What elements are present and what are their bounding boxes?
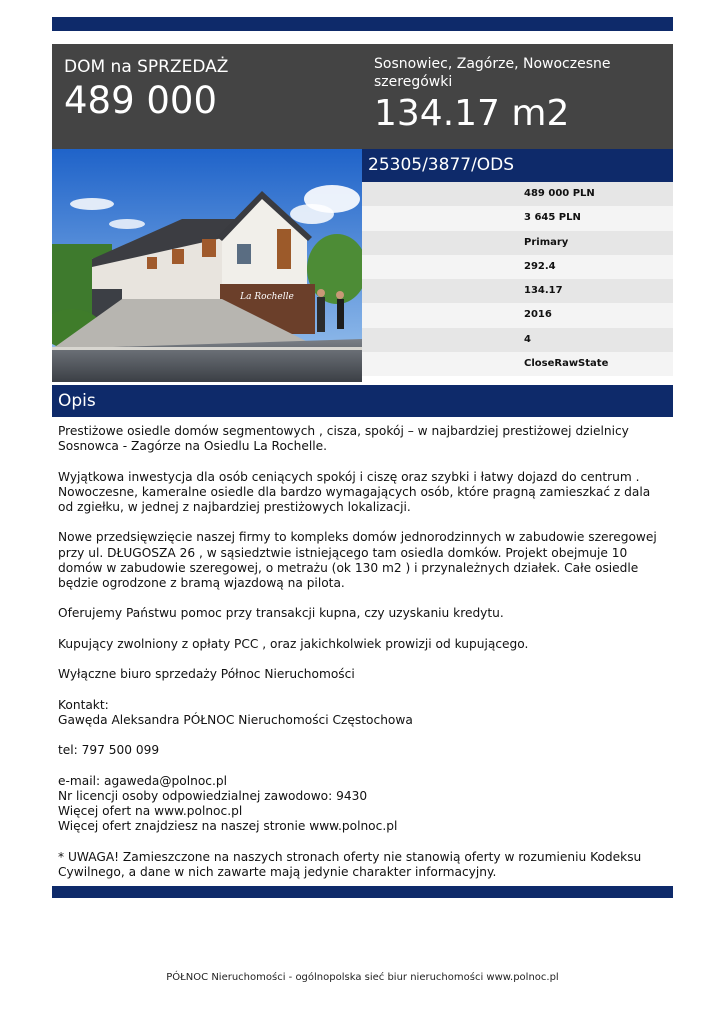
description-paragraph: Nowe przedsięwzięcie naszej firmy to kompleks domów jednorodzinnych w zabudowie szeregowej przy ul. DŁUGOSZA 26 , w sąsiedztwie istniejącego tam osiedla domków. Projekt obejmuje 10 domów w zabudowie szeregowej, o metrażu (ok 130 m2 ) i przynależnych działek. Całe osiedle będzie ogrodzone z bramą wjazdową na pilota. [58,530,657,590]
offer-reference-number: 25305/3877/ODS [362,149,673,182]
page-footer: PÓŁNOC Nieruchomości - ogólnopolska sieć biur nieruchomości www.polnoc.pl [166,972,559,983]
top-accent-bar [52,17,673,31]
listing-location: Sosnowiec, Zagórze, Nowoczesne szeregówki [374,56,611,90]
details-table [362,182,673,376]
header-right [374,55,664,135]
contact-block: Kontakt: Gawęda Aleksandra PÓŁNOC Nieruchomości Częstochowa [58,697,413,727]
detail-plot-area: 292.4 [362,255,673,279]
detail-state: CloseRawState [362,352,673,376]
detail-price: 489 000 PLN [362,182,673,206]
listing-header [52,44,673,149]
detail-market: Primary [362,231,673,255]
phone-number: tel: 797 500 099 [58,743,160,758]
description-body [58,424,668,895]
description-heading: Opis [52,385,673,417]
description-paragraph: Wyłączne biuro sprzedaży Północ Nieruchomości [58,667,355,682]
property-photo [52,149,362,382]
description-paragraph: Oferujemy Państwu pomoc przy transakcji kupna, czy uzyskaniu kredytu. [58,606,504,621]
detail-usable-area: 134.17 [362,279,673,303]
listing-area: 134.17 m2 [374,93,570,134]
description-paragraph: Kupujący zwolniony z opłaty PCC , oraz jakichkolwiek prowizji od kupującego. [58,636,529,651]
header-left [64,56,228,122]
bottom-accent-bar [52,886,673,898]
description-paragraph: Prestiżowe osiedle domów segmentowych , cisza, spokój – w najbardziej prestiżowej dzielnicy Sosnowca - Zagórze na Osiedlu La Rochelle. [58,424,629,454]
listing-price: 489 000 [64,79,218,122]
email-and-links: e-mail: agaweda@polnoc.pl Nr licencji osoby odpowiedzialnej zawodowo: 9430 Więcej ofert na www.polnoc.pl Więcej ofert znajdziesz na naszej stronie www.polnoc.pl [58,773,398,834]
listing-type: DOM na SPRZEDAŻ [64,57,229,77]
sign-text: La Rochelle [240,292,294,302]
detail-year: 2016 [362,303,673,327]
detail-rooms: 4 [362,328,673,352]
detail-price-per-m2: 3 645 PLN [362,206,673,230]
description-paragraph: Wyjątkowa inwestycja dla osób ceniących spokój i ciszę oraz szybki i łatwy dojazd do centrum . Nowoczesne, kameralne osiedle dla bardzo wymagających osób, które pragną zamieszkać z dala od zgiełku, w jednej z najbardziej prestiżowych lokalizacji. [58,469,651,514]
disclaimer: * UWAGA! Zamieszczone na naszych stronach oferty nie stanowią oferty w rozumieniu Kodeksu Cywilnego, a dane w nich zawarte mają jedynie charakter informacyjny. [58,849,642,879]
